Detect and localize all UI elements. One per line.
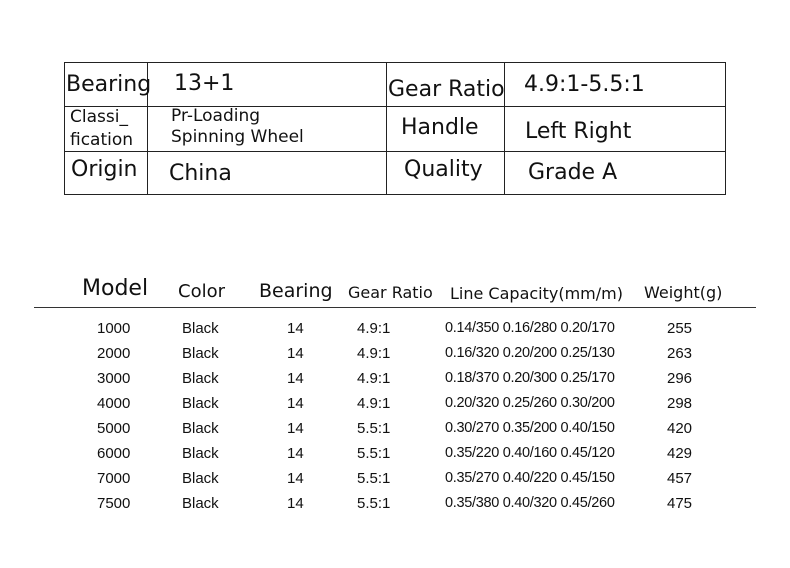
weight-cell: 255: [667, 320, 693, 337]
gear-ratio-cell: 4.9:1: [357, 345, 391, 362]
color-cell: Black: [182, 420, 219, 437]
model-cell: 6000: [97, 445, 131, 462]
model-cell: 1000: [97, 320, 131, 337]
gear-ratio-cell: 5.5:1: [357, 470, 391, 487]
bearing-cell: 14: [287, 345, 304, 362]
header-gear-ratio: Gear Ratio: [348, 283, 433, 302]
header-line-capacity: Line Capacity(mm/m): [450, 284, 623, 303]
bearing-cell: 14: [287, 395, 304, 412]
weight-cell: 420: [667, 420, 693, 437]
bearing-cell: 14: [287, 320, 304, 337]
line-capacity-cell: 0.30/270 0.35/200 0.40/150: [445, 420, 615, 436]
line-capacity-cell: 0.35/270 0.40/220 0.45/150: [445, 470, 615, 486]
table-row: [0, 470, 790, 495]
spec-label-classification-2: fication: [70, 130, 134, 150]
model-cell: 7500: [97, 495, 131, 512]
gear-ratio-cell: 4.9:1: [357, 320, 391, 337]
color-cell: Black: [182, 495, 219, 512]
color-cell: Black: [182, 395, 219, 412]
table-row: [0, 420, 790, 445]
spec-label-handle: Handle: [401, 115, 479, 140]
spec-border-bottom: [64, 194, 726, 195]
table-row: [0, 395, 790, 420]
spec-value-bearing: 13+1: [174, 71, 235, 96]
weight-cell: 429: [667, 445, 693, 462]
table-row: [0, 345, 790, 370]
spec-value-origin: China: [169, 161, 232, 186]
line-capacity-cell: 0.35/220 0.40/160 0.45/120: [445, 445, 615, 461]
line-capacity-cell: 0.20/320 0.25/260 0.30/200: [445, 395, 615, 411]
line-capacity-cell: 0.18/370 0.20/300 0.25/170: [445, 370, 615, 386]
model-cell: 4000: [97, 395, 131, 412]
line-capacity-cell: 0.35/380 0.40/320 0.45/260: [445, 495, 615, 511]
weight-cell: 298: [667, 395, 693, 412]
spec-border-top: [64, 62, 726, 63]
table-row: [0, 320, 790, 345]
weight-cell: 296: [667, 370, 693, 387]
header-rule: [34, 307, 756, 308]
spec-value-classification-1: Pr-Loading: [171, 106, 261, 126]
gear-ratio-cell: 4.9:1: [357, 370, 391, 387]
weight-cell: 263: [667, 345, 693, 362]
weight-cell: 457: [667, 470, 693, 487]
spec-value-classification-2: Spinning Wheel: [171, 127, 304, 147]
spec-value-gear-ratio: 4.9:1-5.5:1: [524, 72, 645, 97]
bearing-cell: 14: [287, 370, 304, 387]
model-cell: 3000: [97, 370, 131, 387]
table-row: [0, 495, 790, 520]
spec-value-handle: Left Right: [525, 119, 632, 144]
header-color: Color: [178, 281, 225, 302]
table-row: [0, 370, 790, 395]
line-capacity-cell: 0.16/320 0.20/200 0.25/130: [445, 345, 615, 361]
spec-col-divider-2: [386, 62, 387, 195]
line-capacity-cell: 0.14/350 0.16/280 0.20/170: [445, 320, 615, 336]
spec-table: [64, 62, 726, 195]
bearing-cell: 14: [287, 420, 304, 437]
color-cell: Black: [182, 470, 219, 487]
spec-value-quality: Grade A: [528, 160, 618, 185]
color-cell: Black: [182, 320, 219, 337]
spec-label-gear-ratio: Gear Ratio: [388, 77, 505, 102]
spec-border-left: [64, 62, 65, 195]
spec-border-right: [725, 62, 726, 195]
gear-ratio-cell: 5.5:1: [357, 420, 391, 437]
table-row: [0, 445, 790, 470]
spec-label-bearing: Bearing: [66, 72, 152, 97]
spec-label-quality: Quality: [404, 157, 483, 182]
model-cell: 7000: [97, 470, 131, 487]
model-cell: 2000: [97, 345, 131, 362]
spec-label-origin: Origin: [71, 157, 138, 182]
header-model: Model: [82, 276, 149, 301]
spec-label-classification-1: Classi_: [70, 107, 128, 127]
bearing-cell: 14: [287, 445, 304, 462]
color-cell: Black: [182, 370, 219, 387]
color-cell: Black: [182, 345, 219, 362]
weight-cell: 475: [667, 495, 693, 512]
model-cell: 5000: [97, 420, 131, 437]
gear-ratio-cell: 4.9:1: [357, 395, 391, 412]
spec-divider-1: [64, 106, 726, 107]
gear-ratio-cell: 5.5:1: [357, 495, 391, 512]
spec-divider-2: [64, 151, 726, 152]
gear-ratio-cell: 5.5:1: [357, 445, 391, 462]
header-weight: Weight(g): [644, 283, 723, 302]
header-bearing: Bearing: [259, 280, 333, 302]
bearing-cell: 14: [287, 470, 304, 487]
bearing-cell: 14: [287, 495, 304, 512]
color-cell: Black: [182, 445, 219, 462]
